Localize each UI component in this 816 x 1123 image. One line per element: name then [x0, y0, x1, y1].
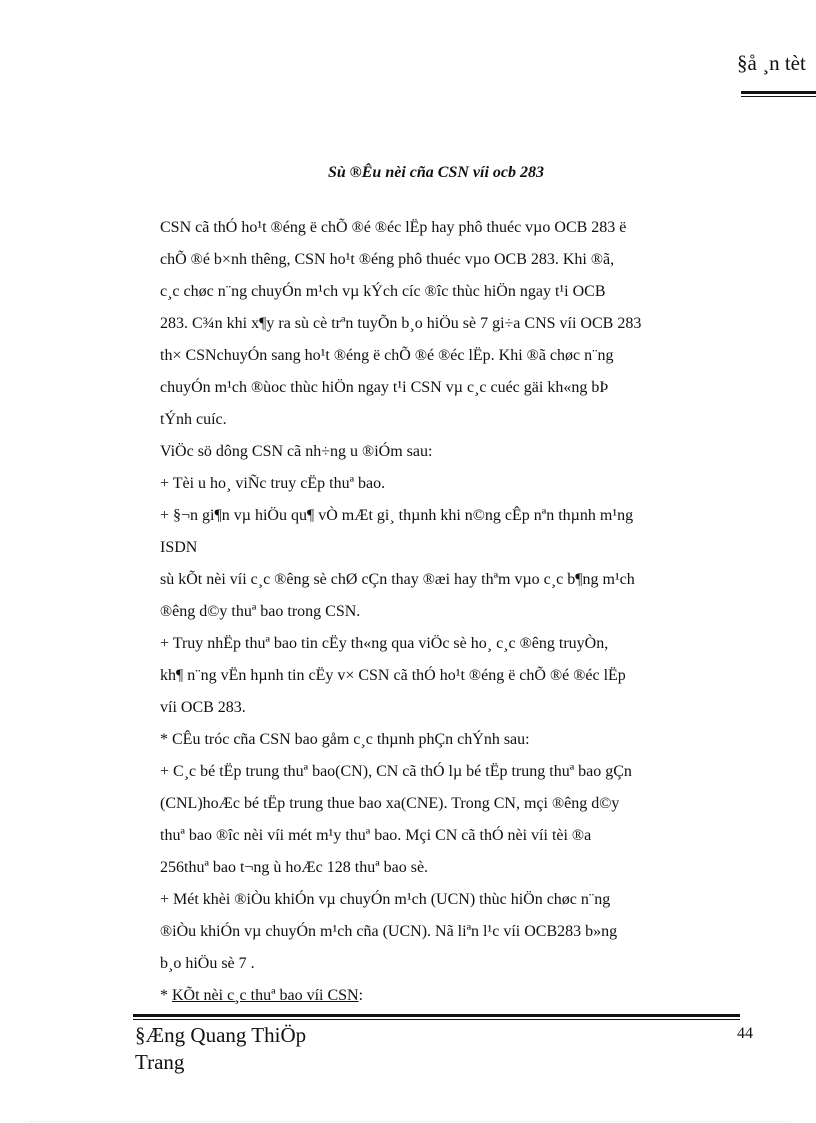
footer-rule-thin — [133, 1019, 740, 1020]
page-number: 44 — [737, 1025, 753, 1042]
body-line: thuª bao ®îc nèi víi mét m¹y thuª bao. Mçi CN cã thÓ nèi víi tèi ®a — [160, 827, 592, 844]
body-line: b¸o hiÖu sè 7 . — [160, 955, 255, 972]
body-line: chuyÓn m¹ch ®ùoc thùc hiÖn ngay t¹i CSN vµ c¸c cuéc gäi kh«ng bÞ — [160, 379, 609, 396]
body-line: ISDN — [160, 539, 198, 556]
body-line: 256thuª bao t¬ng ù hoÆc 128 thuª bao sè. — [160, 859, 429, 876]
running-header-title: §å ¸n tèt — [737, 51, 806, 75]
body-line: th× CSNchuyÓn sang ho¹t ®éng ë chÕ ®é ®éc lËp. Khi ®ã chøc n¨ng — [160, 347, 614, 364]
section-title: Sù ®Êu nèi cña CSN víi ocb 283 — [328, 164, 544, 181]
body-line: c¸c chøc n¨ng chuyÓn m¹ch vµ kÝch cíc ®îc thùc hiÖn ngay t¹i OCB — [160, 283, 606, 300]
body-line-last — [160, 980, 750, 1012]
page-bottom-divider — [30, 1121, 786, 1122]
body-line: + Truy nhËp thuª bao tin cËy th«ng qua viÖc sè ho¸ c¸c ®êng truyÒn, — [160, 635, 609, 652]
last-line-suffix: : — [358, 987, 364, 1004]
body-line: tÝnh cuíc. — [160, 411, 227, 428]
body-line: * CÊu tróc cña CSN bao gåm c¸c thµnh phÇn chÝnh sau: — [160, 731, 530, 748]
body-line: + §¬n gi¶n vµ hiÖu qu¶ vÒ mÆt gi¸ thµnh khi n©ng cÊp nªn thµnh m¹ng — [160, 507, 634, 524]
body-text — [160, 212, 750, 1012]
footer-rule-thick — [133, 1014, 740, 1017]
body-line: chÕ ®é b×nh thêng, CSN ho¹t ®éng phô thuéc vµo OCB 283. Khi ®ã, — [160, 251, 615, 268]
header-rule-thick — [741, 91, 816, 94]
body-line: + Mét khèi ®iÒu khiÓn vµ chuyÓn m¹ch (UCN) thùc hiÖn chøc n¨ng — [160, 891, 611, 908]
body-line: + C¸c bé tËp trung thuª bao(CN), CN cã thÓ lµ bé tËp trung thuª bao gÇn — [160, 763, 632, 780]
body-line: ®êng d©y thuª bao trong CSN. — [160, 603, 361, 620]
last-line-prefix: * — [160, 987, 172, 1004]
body-line: víi OCB 283. — [160, 699, 246, 716]
body-line: + Tèi u ho¸ viÑc truy cËp thuª bao. — [160, 475, 386, 492]
body-line: CSN cã thÓ ho¹t ®éng ë chÕ ®é ®éc lËp hay phô thuéc vµo OCB 283 ë — [160, 219, 627, 236]
subheading-underlined: KÕt nèi c¸c thuª bao víi CSN — [172, 987, 359, 1004]
body-line: 283. C¾n khi x¶y ra sù cè trªn tuyÕn b¸o hiÖu sè 7 gi÷a CNS víi OCB 283 — [160, 315, 642, 332]
body-line: kh¶ n¨ng vËn hµnh tin cËy v× CSN cã thÓ ho¹t ®éng ë chÕ ®é ®éc lËp — [160, 667, 626, 684]
header-rule-thin — [741, 96, 816, 97]
body-line: ®iÒu khiÓn vµ chuyÓn m¹ch cña (UCN). Nã liªn l¹c víi OCB283 b»ng — [160, 923, 618, 940]
footer-author-line2: Trang — [135, 1050, 185, 1074]
body-line: sù kÕt nèi víi c¸c ®êng sè chØ cÇn thay ®æi hay thªm vµo c¸c b¶ng m¹ch — [160, 571, 635, 588]
body-line: (CNL)hoÆc bé tËp trung thue bao xa(CNE). Trong CN, mçi ®êng d©y — [160, 795, 620, 812]
footer-author-name: §Æng Quang ThiÖp — [135, 1023, 307, 1047]
footer-author — [135, 1022, 306, 1076]
body-line: ViÖc sö dông CSN cã nh÷ng u ®iÓm sau: — [160, 443, 433, 460]
